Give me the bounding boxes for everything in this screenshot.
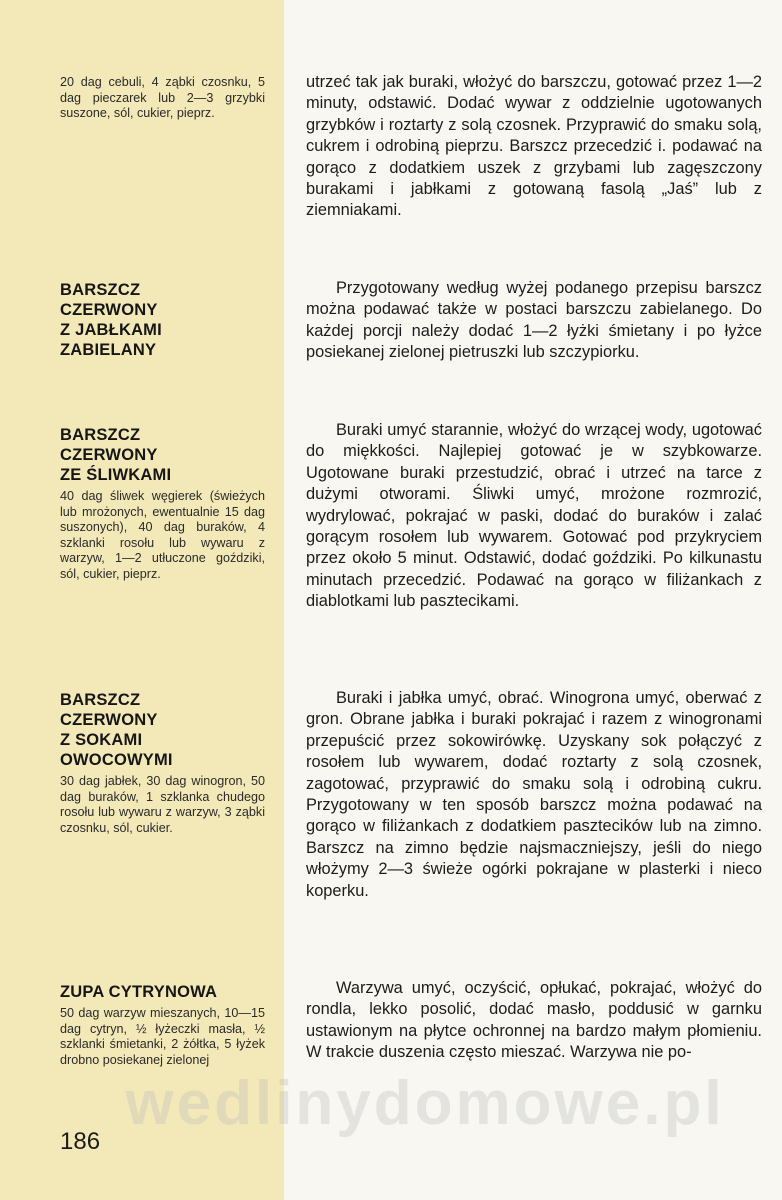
recipe-ingredients: 50 dag warzyw mieszanych, 10—15 dag cytryn, ½ łyżeczki masła, ½ szklanki śmietanki, 2 żółtka, 5 łyżek drobno posiekanej zielonej xyxy=(60,1006,265,1067)
paragraph-text: Warzywa umyć, oczyścić, opłukać, pokrajać, włożyć do rondla, lekko posolić, dodać masło, poddusić w garnku ustawionym na płytce ochronnej na bardzo małym płomieniu. W trakcie duszenia często mieszać. Warzywa nie po- xyxy=(306,979,762,1062)
recipe-title: BARSZCZ CZERWONY Z JABŁKAMI ZABIELANY xyxy=(60,281,162,359)
recipe-zupa-cytrynowa xyxy=(60,982,265,1068)
main-paragraph-4 xyxy=(306,688,762,902)
recipe-ingredients: 40 dag śliwek węgierek (świeżych lub mrożonych, ewentualnie 15 dag suszonych), 40 dag buraków, 4 szklanki rosołu lub wywaru z warzyw, 1—2 utłuczone goździki, sól, cukier, pieprz. xyxy=(60,489,265,581)
main-paragraph-3 xyxy=(306,420,762,613)
page-number: 186 xyxy=(60,1128,101,1155)
paragraph-text: utrzeć tak jak buraki, włożyć do barszczu, gotować przez 1—2 minuty, odstawić. Dodać wywar z oddzielnie ugotowanych grzybków i roztarty z solą czosnek. Przyprawić do smaku solą, cukrem i odrobiną pieprzu. Barszcz przecedzić i. podawać na gorąco z dodatkiem uszek z grzybami lub zagęszczony burakami i jabłkami z gotowaną fasolą „Jaś” lub z ziemniakami. xyxy=(306,73,762,220)
paragraph-text: Buraki umyć starannie, włożyć do wrzącej wody, ugotować do miękkości. Najlepiej gotować je w szybkowarze. Ugotowane buraki przestudzić, obrać i utrzeć na tarce z dużymi otworami. Śliwki umyć, mrożone rozmrozić, wydrylować, pokrajać w paski, dodać do buraków i zalać gorącym rosołem lub wywarem. Gotować pod przykryciem przez około 5 minut. Odstawić, dodać goździki. Po kilkunastu minutach przecedzić. Podawać na gorąco w filiżankach z diablotkami lub pasztecikami. xyxy=(306,421,762,611)
recipe-title: BARSZCZ CZERWONY ZE ŚLIWKAMI xyxy=(60,426,172,484)
main-paragraph-5 xyxy=(306,978,762,1064)
watermark: wedlinydomowe.pl xyxy=(125,1069,725,1138)
paragraph-text: Buraki i jabłka umyć, obrać. Winogrona umyć, oberwać z gron. Obrane jabłka i buraki pokrajać i razem z winogronami przepuścić przez sokowirówkę. Uzyskany sok połączyć z rosołem lub wywarem, dodać roztarty z solą czosnek, zagotować, przyprawić do smaku solą i odrobiną cukru. Przygotowany w ten sposób barszcz można podawać na gorąco w filiżankach z dodatkiem pasztecików lub na zimno. Barszcz na zimno będzie najsmaczniejszy, jeśli do niego włożymy 2—3 świeże ogórki pokrajane w plasterki i nieco koperku. xyxy=(306,689,762,900)
main-paragraph-2 xyxy=(306,278,762,364)
recipe-barszcz-sliwki xyxy=(60,425,265,583)
sidebar-intro xyxy=(60,75,265,122)
recipe-barszcz-jablka xyxy=(60,280,265,360)
recipe-ingredients: 30 dag jabłek, 30 dag winogron, 50 dag buraków, 1 szklanka chudego rosołu lub wywaru z warzyw, 3 ząbki czosnku, sól, cukier. xyxy=(60,774,265,835)
recipe-title: BARSZCZ CZERWONY Z SOKAMI OWOCOWYMI xyxy=(60,691,173,769)
paragraph-text: Przygotowany według wyżej podanego przepisu barszcz można podawać także w postaci barszczu zabielanego. Do każdej porcji należy dodać 1—2 łyżki śmietany i po łyżce posiekanej zielonej pietruszki lub szczypiorku. xyxy=(306,279,762,362)
intro-ingredients: 20 dag cebuli, 4 ząbki czosnku, 5 dag pieczarek lub 2—3 grzybki suszone, sól, cukier, pieprz. xyxy=(60,75,265,121)
recipe-barszcz-soki xyxy=(60,690,265,836)
recipe-title: ZUPA CYTRYNOWA xyxy=(60,983,218,1001)
main-paragraph-1 xyxy=(306,72,762,222)
